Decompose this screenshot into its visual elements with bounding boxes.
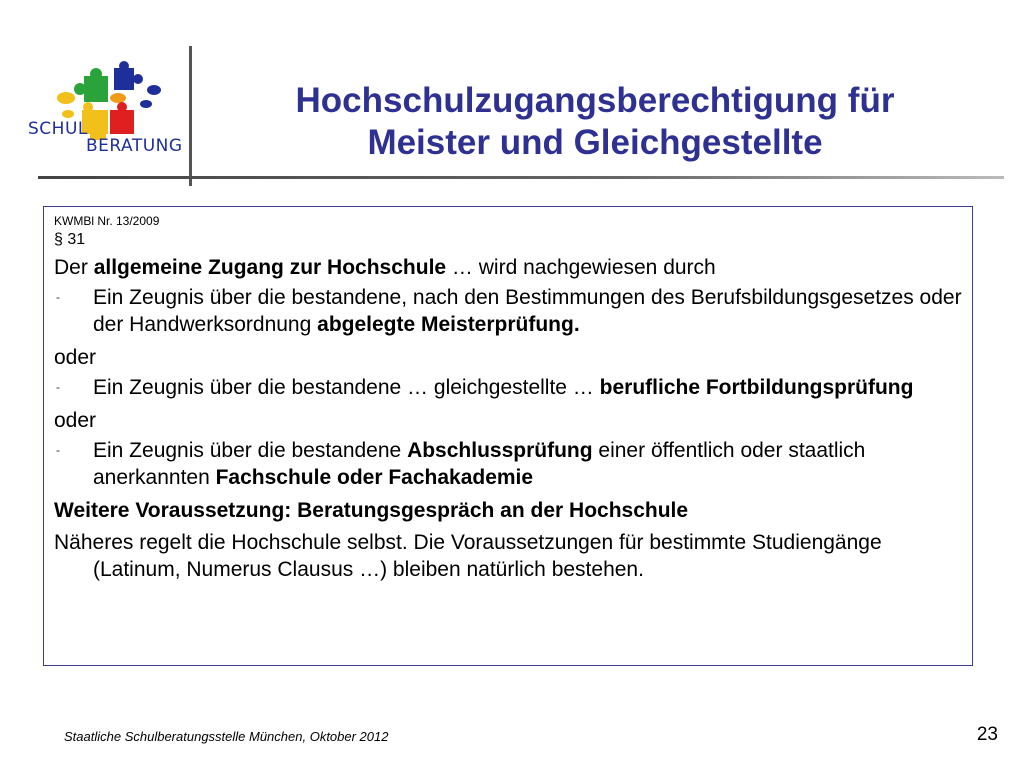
item2-emphasis: berufliche Fortbildungsprüfung bbox=[599, 376, 914, 399]
item3-emphasis-a: Abschlussprüfung bbox=[407, 439, 593, 462]
list-item-meister bbox=[54, 284, 962, 338]
item1-text: Ein Zeugnis über die bestandene, nach den Bestimmungen des Berufsbildungsgesetzes oder der Handwerksordnung bbox=[93, 286, 962, 336]
details-text: Näheres regelt die Hochschule selbst. Die Voraussetzungen für bestimmte Studiengänge (Latinum, Numerus Clausus …) bleiben natürlich bestehen. bbox=[54, 531, 882, 581]
intro-emphasis: allgemeine Zugang zur Hochschule bbox=[93, 256, 447, 279]
intro-text bbox=[54, 254, 962, 281]
logo-text-schul: SCHUL bbox=[28, 119, 88, 139]
or-separator-2: oder bbox=[54, 409, 97, 432]
list-bullet: - bbox=[56, 443, 60, 457]
further-requirement bbox=[54, 497, 962, 524]
content-box bbox=[43, 206, 973, 666]
source-reference: KWMBl Nr. 13/2009 bbox=[54, 214, 160, 228]
title-line-2: Meister und Gleichgestellte bbox=[367, 123, 823, 162]
item1-emphasis: abgelegte Meisterprüfung. bbox=[317, 313, 580, 336]
item3-text-a: Ein Zeugnis über die bestandene bbox=[93, 439, 408, 462]
list-bullet: - bbox=[56, 380, 60, 394]
further-requirement-text: Weitere Voraussetzung: Beratungsgespräch an der Hochschule bbox=[54, 499, 689, 522]
item3-emphasis-d: Fachschule oder Fachakademie bbox=[215, 466, 534, 489]
intro-part-c: … wird nachgewiesen durch bbox=[446, 256, 716, 279]
footer-text: Staatliche Schulberatungsstelle München, Oktober 2012 bbox=[64, 729, 389, 744]
header-horizontal-divider bbox=[38, 176, 1004, 179]
page-title bbox=[210, 80, 980, 164]
list-item-fachschule bbox=[54, 437, 962, 491]
header-vertical-divider bbox=[189, 46, 192, 186]
or-separator-1: oder bbox=[54, 346, 97, 369]
item3-text-c: einer öffentlich oder staatlich anerkannten bbox=[93, 439, 866, 489]
intro-part-a: Der bbox=[54, 256, 94, 279]
schulberatung-logo bbox=[22, 58, 182, 166]
list-bullet: - bbox=[56, 290, 60, 304]
item2-text: Ein Zeugnis über die bestandene … gleichgestellte … bbox=[93, 376, 600, 399]
page-number: 23 bbox=[976, 724, 998, 745]
title-line-1: Hochschulzugangsberechtigung für bbox=[295, 81, 895, 120]
section-number: § 31 bbox=[54, 231, 86, 248]
logo-text-beratung: BERATUNG bbox=[86, 136, 183, 156]
list-item-fortbildung bbox=[54, 374, 962, 401]
